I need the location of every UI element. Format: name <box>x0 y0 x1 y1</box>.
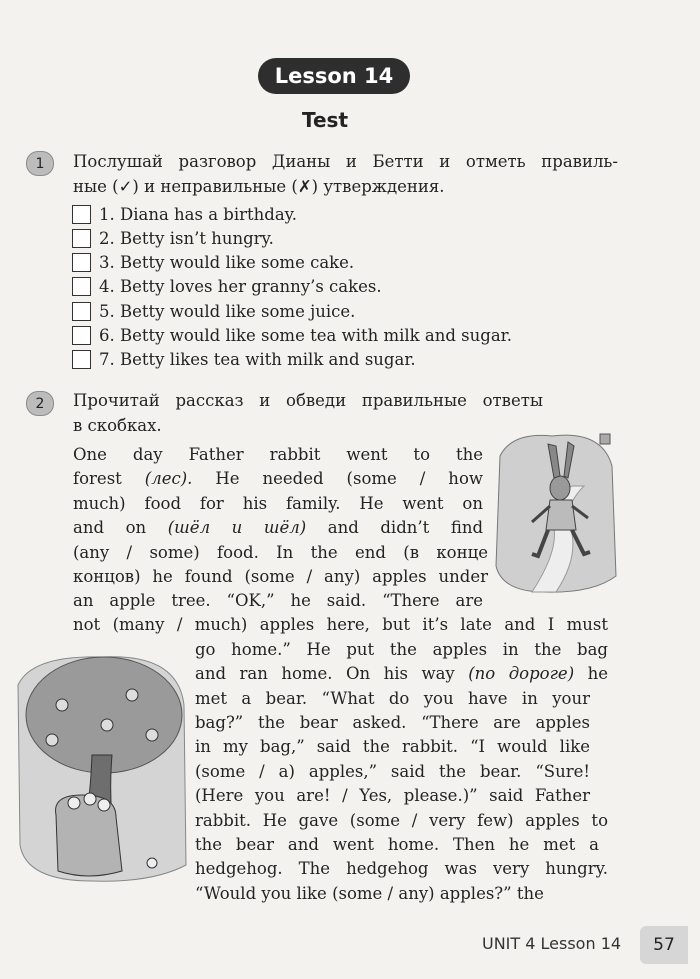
answer-checkbox[interactable] <box>72 350 91 369</box>
story-text-segment: and ran home. On his way <box>195 664 469 683</box>
story-line <box>73 494 483 513</box>
story-text-segment: in my bag,” said the rabbit. “I would like <box>195 737 590 756</box>
story-line <box>73 615 608 634</box>
statement-item <box>72 349 416 371</box>
apple-tree-illustration <box>12 645 190 885</box>
task-2-instruction-line-2: в скобках. <box>73 416 162 435</box>
story-text-segment: an apple tree. “OK,” he said. “There are <box>73 591 483 610</box>
story-line <box>73 591 483 610</box>
story-text-segment: he <box>574 664 609 683</box>
page-title: Test <box>301 108 348 132</box>
story-text-segment: hedgehog. The hedgehog was very hungry. <box>195 859 608 878</box>
story-text-segment: forest <box>73 469 145 488</box>
story-line <box>73 543 488 562</box>
story-text-segment: One day Father rabbit went to the <box>73 445 483 464</box>
story-text-segment: концов) he found (some / any) apples under <box>73 567 488 586</box>
statement-item <box>72 300 355 322</box>
story-line <box>195 884 595 903</box>
story-line <box>195 689 590 708</box>
task-2-instruction-line-1: Прочитай рассказ и обведи правильные ответы <box>73 391 543 410</box>
statement-item <box>72 227 274 249</box>
answer-checkbox[interactable] <box>72 253 91 272</box>
story-line <box>73 518 483 537</box>
story-line <box>73 445 483 464</box>
page-number: 57 <box>640 926 688 964</box>
story-text-segment: “Would you like (some / any) apples?” the <box>195 884 544 903</box>
statement-text: 7. Betty likes tea with milk and sugar. <box>99 350 416 370</box>
story-line <box>195 835 599 854</box>
statement-text: 6. Betty would like some tea with milk and sugar. <box>99 326 512 345</box>
story-text-segment: (Here you are! / Yes, please.)” said Father <box>195 786 590 805</box>
task-1-instruction-line-2: ные (✓) и неправильные (✗) утверждения. <box>73 177 445 196</box>
story-line <box>195 664 608 683</box>
task-2-instruction <box>73 388 543 438</box>
answer-checkbox[interactable] <box>72 205 91 224</box>
story-text-segment: He needed (some / how <box>192 469 483 488</box>
story-line <box>73 469 483 488</box>
statement-item <box>72 276 382 298</box>
task-1-instruction <box>73 149 618 199</box>
answer-checkbox[interactable] <box>72 326 91 345</box>
story-line <box>195 640 608 659</box>
story-text-segment: and didn’t find <box>306 518 484 537</box>
story-text-segment: (some / a) apples,” said the bear. “Sure! <box>195 762 590 781</box>
story-line <box>195 737 590 756</box>
translation-hint: (по дороге) <box>468 664 575 683</box>
answer-checkbox[interactable] <box>72 229 91 248</box>
statement-text: 3. Betty would like some cake. <box>99 253 355 273</box>
task-1-number: 1 <box>26 151 54 176</box>
story-line <box>195 762 590 781</box>
statement-item <box>72 325 512 347</box>
story-text-segment: much) food for his family. He went on <box>73 494 483 513</box>
story-text-segment: met a bear. “What do you have in your <box>195 689 590 708</box>
story-line <box>195 786 590 805</box>
statement-text: 5. Betty would like some juice. <box>99 301 356 321</box>
story-text-segment: rabbit. He gave (some / very few) apples to <box>195 811 608 830</box>
unit-footer: UNIT 4 Lesson 14 <box>482 934 622 953</box>
rabbit-illustration <box>492 426 618 596</box>
story-text-segment: bag?” the bear asked. “There are apples <box>195 713 590 732</box>
statement-text: 2. Betty isn’t hungry. <box>99 228 274 248</box>
story-text-segment: and on <box>73 518 168 537</box>
task-2-number: 2 <box>26 391 54 416</box>
answer-checkbox[interactable] <box>72 277 91 296</box>
statement-item <box>72 252 354 274</box>
story-line <box>73 567 488 586</box>
translation-hint: (шёл и шёл) <box>167 518 307 537</box>
story-text-segment: the bear and went home. Then he met a <box>195 835 599 854</box>
story-line <box>195 713 590 732</box>
task-1-instruction-line-1: Послушай разговор Дианы и Бетти и отметь правиль- <box>73 152 618 171</box>
translation-hint: (лес). <box>144 469 193 488</box>
lesson-badge: Lesson 14 <box>258 58 410 94</box>
story-text-segment: not (many / much) apples here, but it’s late and I must <box>73 615 608 634</box>
story-line <box>195 811 608 830</box>
story-text-segment: (any / some) food. In the end (в конце <box>73 543 488 562</box>
answer-checkbox[interactable] <box>72 302 91 321</box>
statement-item <box>72 203 297 225</box>
statement-text: 4. Betty loves her granny’s cakes. <box>99 277 382 297</box>
statement-text: 1. Diana has a birthday. <box>99 204 298 224</box>
story-line <box>195 859 608 878</box>
story-text-segment: go home.” He put the apples in the bag <box>195 640 608 659</box>
